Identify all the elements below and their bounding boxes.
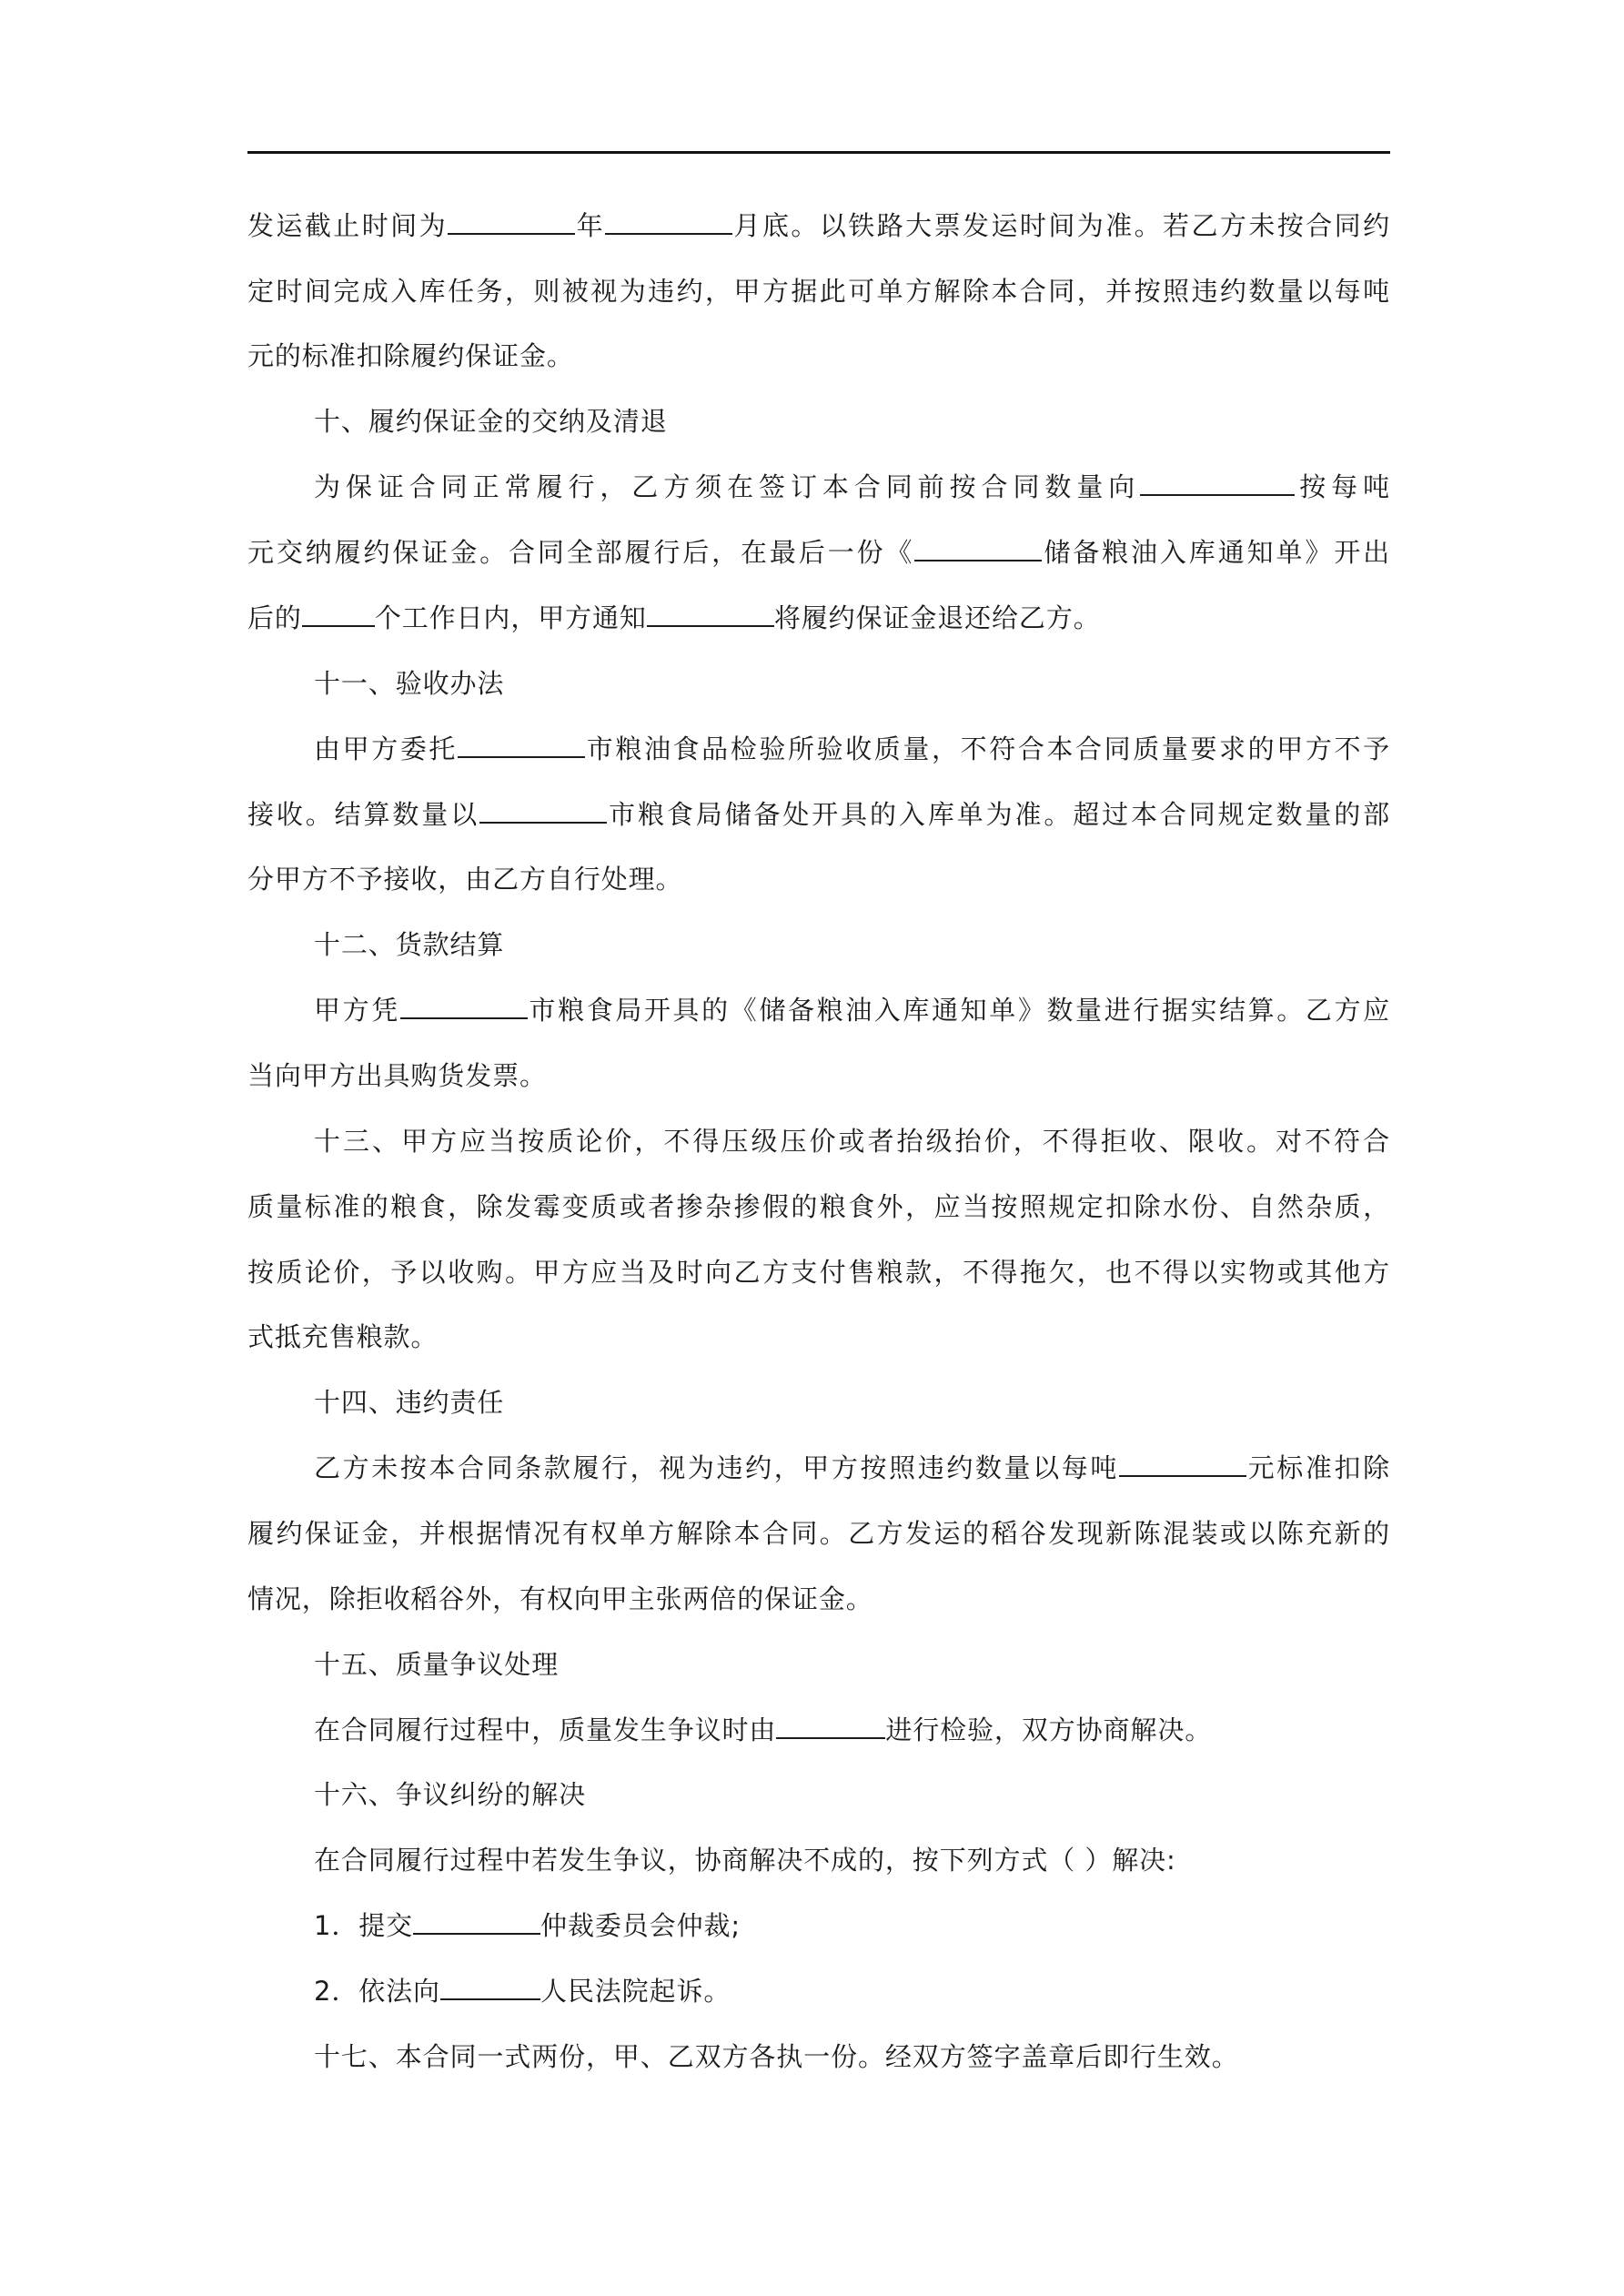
text-run: 发运截止时间为	[247, 210, 449, 241]
text-line: 十三、甲方应当按质论价，不得压级压价或者抬级抬价，不得拒收、限收。对不符合	[314, 1126, 1390, 1157]
fill-blank[interactable]	[440, 1975, 540, 2000]
section-heading: 十一、验收办法	[314, 668, 505, 699]
text-run: 市粮食局储备处开具的入库单为准。超过本合同规定数量的部	[607, 799, 1390, 830]
text-line: 式抵充售粮款。	[247, 1321, 439, 1352]
text-run: 1．提交	[314, 1910, 414, 1941]
text-line	[247, 598, 1390, 638]
fill-blank[interactable]	[302, 602, 375, 627]
fill-blank[interactable]	[479, 798, 607, 824]
option-item	[247, 1971, 1390, 2011]
text-line	[247, 794, 1390, 834]
fill-blank[interactable]	[914, 536, 1042, 561]
text-run: 甲方凭	[314, 995, 400, 1026]
text-run: 后的	[247, 602, 302, 633]
fill-blank[interactable]	[413, 1909, 540, 1935]
text-line	[247, 1710, 1390, 1750]
fill-blank[interactable]	[776, 1714, 885, 1739]
text-run: 元标准扣除	[1246, 1452, 1390, 1483]
fill-blank[interactable]	[448, 209, 575, 235]
text-run: 个工作日内，甲方通知	[374, 602, 647, 633]
text-run: 储备粮油入库通知单》开出	[1042, 537, 1390, 568]
fill-blank[interactable]	[400, 994, 528, 1019]
text-run: 仲裁委员会仲裁;	[540, 1910, 741, 1941]
text-line: 元的标准扣除履约保证金。	[247, 340, 574, 371]
text-run: 元交纳履约保证金。合同全部履行后，在最后一份《	[247, 537, 915, 568]
fill-blank[interactable]	[1140, 470, 1295, 496]
text-line	[247, 729, 1390, 769]
text-line: 履约保证金，并根据情况有权单方解除本合同。乙方发运的稻谷发现新陈混装或以陈充新的	[247, 1518, 1390, 1549]
text-line: 分甲方不予接收，由乙方自行处理。	[247, 864, 683, 895]
text-run: 接收。结算数量以	[247, 799, 480, 830]
text-run: 年	[575, 210, 606, 241]
text-line	[247, 1448, 1390, 1488]
text-line: 当向甲方出具购货发票。	[247, 1060, 547, 1091]
text-run: 市粮食局开具的《储备粮油入库通知单》数量进行据实结算。乙方应	[527, 995, 1390, 1026]
text-line: 按质论价，予以收购。甲方应当及时向乙方支付售粮款，不得拖欠，也不得以实物或其他方	[247, 1257, 1390, 1288]
text-line	[247, 206, 1390, 246]
text-run: 在合同履行过程中，质量发生争议时由	[314, 1714, 777, 1745]
text-run: 月底。以铁路大票发运时间为准。若乙方未按合同约	[732, 210, 1390, 241]
text-line	[247, 467, 1390, 507]
section-heading: 十五、质量争议处理	[314, 1649, 560, 1680]
text-line: 十七、本合同一式两份，甲、乙双方各执一份。经双方签字盖章后即行生效。	[314, 2041, 1239, 2072]
text-line: 在合同履行过程中若发生争议，协商解决不成的，按下列方式（ ）解决:	[314, 1845, 1176, 1876]
text-run: 2．依法向	[314, 1976, 440, 2007]
text-run: 进行检验，双方协商解决。	[885, 1714, 1213, 1745]
text-line: 情况，除拒收稻谷外，有权向甲主张两倍的保证金。	[247, 1583, 873, 1614]
text-run: 人民法院起诉。	[540, 1976, 731, 2007]
text-run: 乙方未按本合同条款履行，视为违约，甲方按照违约数量以每吨	[314, 1452, 1119, 1483]
section-heading: 十二、货款结算	[314, 929, 505, 960]
text-line: 质量标准的粮食，除发霉变质或者掺杂掺假的粮食外，应当按照规定扣除水份、自然杂质，	[247, 1191, 1390, 1222]
fill-blank[interactable]	[458, 733, 585, 758]
option-item	[247, 1906, 1390, 1946]
text-run: 将履约保证金退还给乙方。	[773, 602, 1101, 633]
text-run: 为保证合同正常履行，乙方须在签订本合同前按合同数量向	[314, 471, 1141, 502]
text-run: 市粮油食品检验所验收质量，不符合本合同质量要求的甲方不予	[585, 733, 1390, 764]
text-run: 按每吨	[1295, 471, 1390, 502]
fill-blank[interactable]	[1119, 1451, 1246, 1477]
section-heading: 十、履约保证金的交纳及清退	[314, 406, 668, 437]
fill-blank[interactable]	[605, 209, 732, 235]
text-run: 由甲方委托	[314, 733, 459, 764]
header-rule	[247, 151, 1390, 154]
text-line	[247, 532, 1390, 572]
text-line: 定时间完成入库任务，则被视为违约，甲方据此可单方解除本合同，并按照违约数量以每吨	[247, 276, 1390, 307]
section-heading: 十四、违约责任	[314, 1387, 505, 1418]
fill-blank[interactable]	[647, 602, 774, 627]
section-heading: 十六、争议纠纷的解决	[314, 1779, 587, 1810]
text-line	[247, 990, 1390, 1030]
